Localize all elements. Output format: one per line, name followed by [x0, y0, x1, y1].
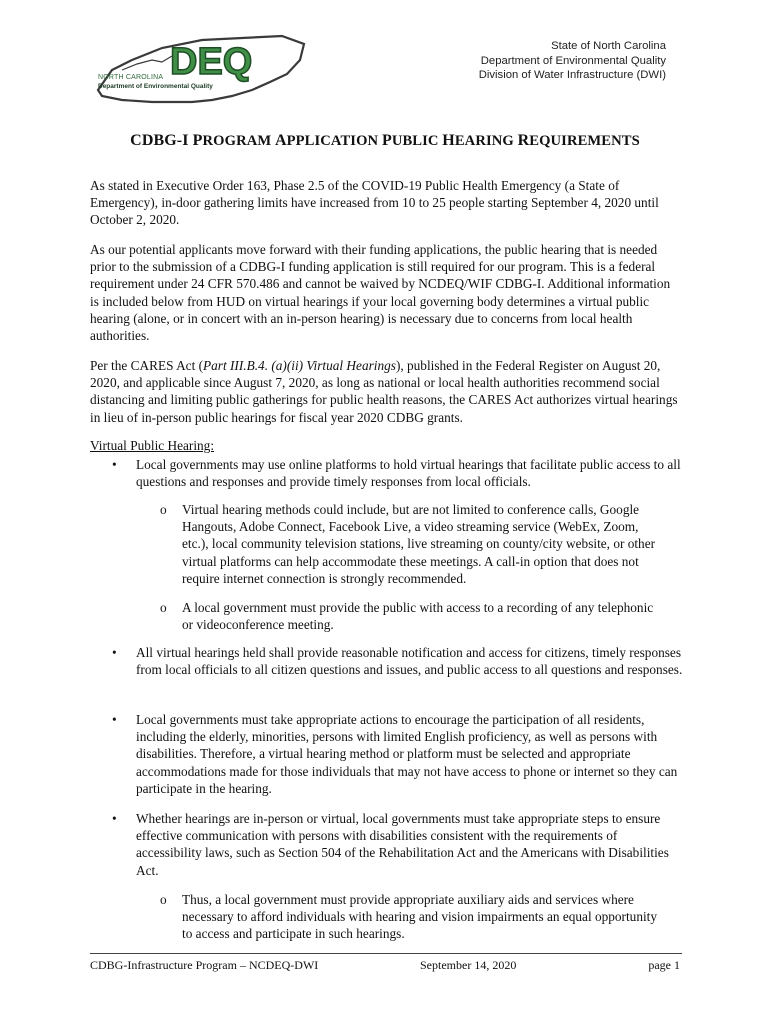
- footer-program: CDBG-Infrastructure Program – NCDEQ-DWI: [90, 958, 319, 972]
- logo-subtitle-state: NORTH CAROLINA: [98, 74, 164, 81]
- bullet-icon: •: [112, 645, 117, 660]
- letterhead: [479, 39, 666, 83]
- footer-date: September 14, 2020: [420, 958, 517, 972]
- section-heading-virtual-hearing: Virtual Public Hearing:: [90, 438, 215, 453]
- header-line-state: State of North Carolina: [551, 40, 666, 52]
- paragraph-public-hearing-requirement: As our potential applicants move forward with their funding applications, the public hearing that is needed prior to the submission of a CDBG-I funding application is still required for our program. This is a federal requirement under 24 CFR 570.486 and cannot be waived by NCDEQ/WIF CDBG-I. Additional information is included below from HUD on virtual hearings if your local governing body determines a virtual public hearing (alone, or in concert with an in-person hearing) is necessary due to concerns from local health authorities.: [90, 242, 671, 344]
- logo-subtitle-dept: Department of Environmental Quality: [98, 83, 213, 90]
- circle-bullet-icon: o: [160, 600, 167, 615]
- bullet-icon: •: [112, 457, 117, 472]
- circle-bullet-icon: o: [160, 892, 167, 907]
- header-line-division: Division of Water Infrastructure (DWI): [478, 69, 666, 82]
- cares-act-citation: Part III.B.4. (a)(ii) Virtual Hearings: [203, 358, 396, 373]
- footer-page-number: page 1: [648, 958, 680, 972]
- page-title: CDBG-I PROGRAM APPLICATION PUBLIC HEARING REQUIREMENTS: [130, 132, 640, 149]
- header-line-department: Department of Environmental Quality: [480, 54, 666, 67]
- bullet-icon: •: [112, 712, 117, 727]
- deq-wordmark: DEQ: [170, 41, 253, 83]
- footer-divider: [90, 953, 682, 954]
- paragraph-executive-order: As stated in Executive Order 163, Phase 2.5 of the COVID-19 Public Health Emergency (a State of Emergency), in-door gathering limits have increased from 10 to 25 people starting September 4, 2020 until October 2, 2020.: [90, 178, 659, 228]
- bullet-icon: •: [112, 811, 117, 826]
- ncdeq-logo: [92, 30, 322, 110]
- circle-bullet-icon: o: [160, 502, 167, 517]
- paragraph-cares-act: Per the CARES Act (Part III.B.4. (a)(ii) Virtual Hearings), published in the Federal Register on August 20, 2020, and applicable since August 7, 2020, as long as national or local health authorities recommend social distancing and limiting public gatherings for public health reasons, the CARES Act authorizes virtual hearings in lieu of in-person public hearings for fiscal year 2020 CDBG grants.: [90, 358, 678, 425]
- north-carolina-map-icon: [92, 30, 322, 110]
